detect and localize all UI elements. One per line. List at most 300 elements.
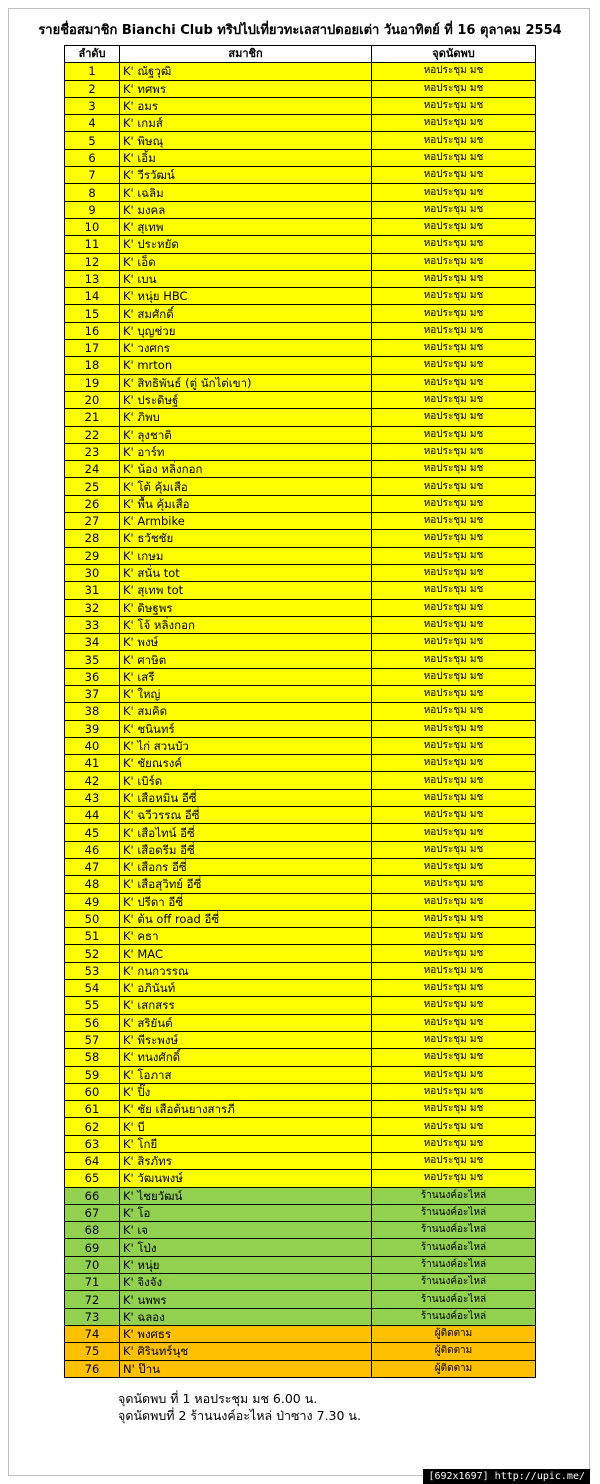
table-row <box>65 582 536 599</box>
meeting-point: หอประชุม มช <box>372 1153 536 1170</box>
table-row <box>65 495 536 512</box>
member-name: K' สิทธิพันธ์ (ตู่ นักไต่เขา) <box>120 374 372 391</box>
meeting-point: หอประชุม มช <box>372 132 536 149</box>
row-number: 51 <box>65 928 120 945</box>
table-row <box>65 1187 536 1204</box>
table-row <box>65 184 536 201</box>
row-number: 8 <box>65 184 120 201</box>
table-row <box>65 876 536 893</box>
member-name: K' ชัยณรงค์ <box>120 755 372 772</box>
table-row <box>65 253 536 270</box>
meeting-point: หอประชุม มช <box>372 478 536 495</box>
meeting-point: หอประชุม มช <box>372 1118 536 1135</box>
row-number: 59 <box>65 1066 120 1083</box>
member-name: K' ดิษฐพร <box>120 599 372 616</box>
table-row <box>65 962 536 979</box>
table-row <box>65 461 536 478</box>
meeting-point: หอประชุม มช <box>372 374 536 391</box>
row-number: 42 <box>65 772 120 789</box>
meeting-point: หอประชุม มช <box>372 1170 536 1187</box>
row-number: 54 <box>65 980 120 997</box>
meeting-point: หอประชุม มช <box>372 772 536 789</box>
row-number: 9 <box>65 201 120 218</box>
meeting-point: หอประชุม มช <box>372 409 536 426</box>
member-name: K' ปิ๊ง <box>120 1083 372 1100</box>
member-name: K' เฉลิม <box>120 184 372 201</box>
table-row <box>65 132 536 149</box>
table-row <box>65 530 536 547</box>
row-number: 67 <box>65 1204 120 1221</box>
table-row <box>65 1135 536 1152</box>
meeting-point: หอประชุม มช <box>372 167 536 184</box>
meeting-point: หอประชุม มช <box>372 97 536 114</box>
table-row <box>65 426 536 443</box>
table-row <box>65 928 536 945</box>
member-name: K' วงศกร <box>120 340 372 357</box>
meeting-point: หอประชุม มช <box>372 841 536 858</box>
table-row <box>65 807 536 824</box>
row-number: 63 <box>65 1135 120 1152</box>
meeting-point: หอประชุม มช <box>372 807 536 824</box>
member-name: K' ประหยัด <box>120 236 372 253</box>
row-number: 2 <box>65 80 120 97</box>
table-row <box>65 374 536 391</box>
row-number: 26 <box>65 495 120 512</box>
member-name: K' เสรี <box>120 668 372 685</box>
row-number: 56 <box>65 1014 120 1031</box>
watermark: [692x1697] http://upic.me/ <box>423 1469 590 1484</box>
meeting-point: หอประชุม มช <box>372 824 536 841</box>
row-number: 50 <box>65 910 120 927</box>
meeting-point: ผู้ติดตาม <box>372 1325 536 1342</box>
table-row <box>65 858 536 875</box>
table-row <box>65 357 536 374</box>
row-number: 10 <box>65 218 120 235</box>
meeting-point: หอประชุม มช <box>372 599 536 616</box>
row-number: 33 <box>65 616 120 633</box>
member-name: K' โจ้ หลิ่งกอก <box>120 616 372 633</box>
table-row <box>65 1083 536 1100</box>
meeting-point: หอประชุม มช <box>372 530 536 547</box>
member-name: K' สุเทพ <box>120 218 372 235</box>
member-name: K' สิรภัทร <box>120 1153 372 1170</box>
table-row <box>65 322 536 339</box>
row-number: 73 <box>65 1308 120 1325</box>
row-number: 28 <box>65 530 120 547</box>
member-name: K' ธวัชชัย <box>120 530 372 547</box>
meeting-point: หอประชุม มช <box>372 1014 536 1031</box>
row-number: 14 <box>65 288 120 305</box>
row-number: 13 <box>65 270 120 287</box>
row-number: 36 <box>65 668 120 685</box>
row-number: 16 <box>65 322 120 339</box>
table-row <box>65 1256 536 1273</box>
member-name: K' mrton <box>120 357 372 374</box>
table-row <box>65 80 536 97</box>
member-name: K' นพพร <box>120 1291 372 1308</box>
meeting-point: หอประชุม มช <box>372 236 536 253</box>
table-row <box>65 1031 536 1048</box>
table-row <box>65 1343 536 1360</box>
member-name: K' โป่ง <box>120 1239 372 1256</box>
note-line: จุดนัดพบที่ 2 ร้านนงค์อะไหล่ ป่าซาง 7.30 น. <box>118 1408 361 1423</box>
meeting-point: ร้านนงค์อะไหล่ <box>372 1204 536 1221</box>
member-name: K' สนั่น tot <box>120 564 372 581</box>
table-row <box>65 1308 536 1325</box>
meeting-point: หอประชุม มช <box>372 495 536 512</box>
table-row <box>65 1239 536 1256</box>
table-row <box>65 1101 536 1118</box>
row-number: 31 <box>65 582 120 599</box>
member-name: K' ศิรินทร์นุช <box>120 1343 372 1360</box>
table-row <box>65 599 536 616</box>
member-name: K' ต้น off road อีซี่ <box>120 910 372 927</box>
row-number: 46 <box>65 841 120 858</box>
table-row <box>65 1170 536 1187</box>
row-number: 74 <box>65 1325 120 1342</box>
member-name: K' บี <box>120 1118 372 1135</box>
meeting-point: หอประชุม มช <box>372 737 536 754</box>
row-number: 43 <box>65 789 120 806</box>
table-row <box>65 668 536 685</box>
row-number: 48 <box>65 876 120 893</box>
row-number: 39 <box>65 720 120 737</box>
table-row <box>65 1014 536 1031</box>
member-name: K' เอ็ด <box>120 253 372 270</box>
row-number: 19 <box>65 374 120 391</box>
member-name: K' อภินันท์ <box>120 980 372 997</box>
member-name: K' ฉวีวรรณ อีซี่ <box>120 807 372 824</box>
row-number: 15 <box>65 305 120 322</box>
member-name: K' น้อง หลิ่งกอก <box>120 461 372 478</box>
meeting-point: หอประชุม มช <box>372 634 536 651</box>
meeting-point: ผู้ติดตาม <box>372 1360 536 1377</box>
row-number: 22 <box>65 426 120 443</box>
row-number: 21 <box>65 409 120 426</box>
table-row <box>65 841 536 858</box>
table-row <box>65 997 536 1014</box>
member-name: K' ฉลอง <box>120 1308 372 1325</box>
meeting-point: หอประชุม มช <box>372 582 536 599</box>
member-name: K' เสือกร อีซี่ <box>120 858 372 875</box>
table-row <box>65 409 536 426</box>
meeting-point: หอประชุม มช <box>372 357 536 374</box>
table-row <box>65 513 536 530</box>
member-name: K' เสือไทน์ อีซี่ <box>120 824 372 841</box>
member-name: K' วีรวัฒน์ <box>120 167 372 184</box>
row-number: 4 <box>65 115 120 132</box>
meeting-point: หอประชุม มช <box>372 945 536 962</box>
header-member: สมาชิก <box>120 46 372 63</box>
row-number: 60 <box>65 1083 120 1100</box>
row-number: 35 <box>65 651 120 668</box>
row-number: 53 <box>65 962 120 979</box>
member-name: K' เอิ้ม <box>120 149 372 166</box>
meeting-point: หอประชุม มช <box>372 564 536 581</box>
member-name: K' จิงจัง <box>120 1274 372 1291</box>
member-name: K' เสือหมิน อีซี่ <box>120 789 372 806</box>
row-number: 12 <box>65 253 120 270</box>
member-name: K' เกษม <box>120 547 372 564</box>
meeting-point: หอประชุม มช <box>372 962 536 979</box>
table-row <box>65 1274 536 1291</box>
member-name: K' เจ <box>120 1222 372 1239</box>
meeting-point: หอประชุม มช <box>372 1049 536 1066</box>
member-name: K' สริยันต์ <box>120 1014 372 1031</box>
member-name: K' เกมส์ <box>120 115 372 132</box>
header-number: ลำดับ <box>65 46 120 63</box>
row-number: 24 <box>65 461 120 478</box>
row-number: 55 <box>65 997 120 1014</box>
row-number: 38 <box>65 703 120 720</box>
row-number: 40 <box>65 737 120 754</box>
meeting-point: หอประชุม มช <box>372 755 536 772</box>
meeting-point: หอประชุม มช <box>372 1101 536 1118</box>
meeting-point: ร้านนงค์อะไหล่ <box>372 1222 536 1239</box>
meeting-point: หอประชุม มช <box>372 980 536 997</box>
meeting-point: หอประชุม มช <box>372 115 536 132</box>
member-name: K' หนุ่ย HBC <box>120 288 372 305</box>
member-name: K' กนกวรรณ <box>120 962 372 979</box>
header-meeting-point: จุดนัดพบ <box>372 46 536 63</box>
member-name: K' สมศักดิ์ <box>120 305 372 322</box>
member-name: K' โอ <box>120 1204 372 1221</box>
member-name: K' เสกสรร <box>120 997 372 1014</box>
meeting-point: หอประชุม มช <box>372 288 536 305</box>
member-name: K' คธา <box>120 928 372 945</box>
meeting-point: หอประชุม มช <box>372 513 536 530</box>
member-name: K' หนุ่ย <box>120 1256 372 1273</box>
row-number: 37 <box>65 685 120 702</box>
table-row <box>65 824 536 841</box>
meeting-point: ร้านนงค์อะไหล่ <box>372 1274 536 1291</box>
meeting-point: หอประชุม มช <box>372 1083 536 1100</box>
table-row <box>65 737 536 754</box>
member-name: K' ปรีดา อีซี่ <box>120 893 372 910</box>
row-number: 72 <box>65 1291 120 1308</box>
meeting-point: หอประชุม มช <box>372 391 536 408</box>
table-row <box>65 616 536 633</box>
row-number: 18 <box>65 357 120 374</box>
row-number: 27 <box>65 513 120 530</box>
meeting-point: หอประชุม มช <box>372 1031 536 1048</box>
meeting-point: หอประชุม มช <box>372 270 536 287</box>
table-row <box>65 1153 536 1170</box>
member-name: K' มงคล <box>120 201 372 218</box>
table-row <box>65 443 536 460</box>
table-row <box>65 893 536 910</box>
row-number: 41 <box>65 755 120 772</box>
member-name: K' ทศพร <box>120 80 372 97</box>
member-name: K' ณัฐวุฒิ <box>120 63 372 80</box>
row-number: 29 <box>65 547 120 564</box>
meeting-point: หอประชุม มช <box>372 651 536 668</box>
member-name: K' อมร <box>120 97 372 114</box>
member-name: K' สุเทพ tot <box>120 582 372 599</box>
row-number: 70 <box>65 1256 120 1273</box>
member-name: K' บุญช่วย <box>120 322 372 339</box>
table-row <box>65 270 536 287</box>
table-row <box>65 720 536 737</box>
member-name: K' ชัย เสือต้นยางสารภี <box>120 1101 372 1118</box>
member-name: K' ใหญ่ <box>120 685 372 702</box>
meeting-point: ร้านนงค์อะไหล่ <box>372 1256 536 1273</box>
table-row <box>65 218 536 235</box>
meeting-point: หอประชุม มช <box>372 149 536 166</box>
member-name: K' พงศธร <box>120 1325 372 1342</box>
meeting-point: หอประชุม มช <box>372 668 536 685</box>
table-row <box>65 1066 536 1083</box>
table-row <box>65 167 536 184</box>
table-row <box>65 1118 536 1135</box>
members-table <box>64 45 536 1378</box>
meeting-notes <box>118 1390 361 1424</box>
page-title: รายชื่อสมาชิก Bianchi Club ทริปไปเที่ยวทะเลสาปดอยเต่า วันอาทิตย์ ที่ 16 ตุลาคม 2554 <box>38 23 562 38</box>
row-number: 57 <box>65 1031 120 1048</box>
table-row <box>65 288 536 305</box>
table-row <box>65 910 536 927</box>
meeting-point: หอประชุม มช <box>372 443 536 460</box>
meeting-point: หอประชุม มช <box>372 1135 536 1152</box>
row-number: 45 <box>65 824 120 841</box>
table-row <box>65 305 536 322</box>
member-name: K' พิษณุ <box>120 132 372 149</box>
row-number: 65 <box>65 1170 120 1187</box>
meeting-point: หอประชุม มช <box>372 305 536 322</box>
row-number: 69 <box>65 1239 120 1256</box>
row-number: 25 <box>65 478 120 495</box>
row-number: 7 <box>65 167 120 184</box>
member-name: K' ไชยวัฒน์ <box>120 1187 372 1204</box>
member-name: K' ชนินทร์ <box>120 720 372 737</box>
table-row <box>65 63 536 80</box>
member-name: N' ป๊าน <box>120 1360 372 1377</box>
meeting-point: หอประชุม มช <box>372 201 536 218</box>
meeting-point: หอประชุม มช <box>372 80 536 97</box>
table-row <box>65 547 536 564</box>
meeting-point: หอประชุม มช <box>372 461 536 478</box>
row-number: 66 <box>65 1187 120 1204</box>
row-number: 32 <box>65 599 120 616</box>
row-number: 1 <box>65 63 120 80</box>
table-row <box>65 945 536 962</box>
meeting-point: ร้านนงค์อะไหล่ <box>372 1239 536 1256</box>
table-row <box>65 97 536 114</box>
row-number: 49 <box>65 893 120 910</box>
member-name: K' พื้น คุ้มเสือ <box>120 495 372 512</box>
member-name: K' Armbike <box>120 513 372 530</box>
table-row <box>65 201 536 218</box>
row-number: 71 <box>65 1274 120 1291</box>
meeting-point: ร้านนงค์อะไหล่ <box>372 1187 536 1204</box>
member-name: K' ไก่ สวนบัว <box>120 737 372 754</box>
note-line: จุดนัดพบ ที่ 1 หอประชุม มช 6.00 น. <box>118 1391 318 1406</box>
table-row <box>65 1360 536 1377</box>
meeting-point: หอประชุม มช <box>372 685 536 702</box>
row-number: 30 <box>65 564 120 581</box>
row-number: 47 <box>65 858 120 875</box>
member-name: K' ลุงชาติ <box>120 426 372 443</box>
row-number: 3 <box>65 97 120 114</box>
member-name: K' ประดิษฐ์ <box>120 391 372 408</box>
table-row <box>65 651 536 668</box>
meeting-point: หอประชุม มช <box>372 426 536 443</box>
table-header-row <box>65 46 536 63</box>
member-name: K' พีระพงษ์ <box>120 1031 372 1048</box>
table-row <box>65 391 536 408</box>
meeting-point: ร้านนงค์อะไหล่ <box>372 1308 536 1325</box>
table-row <box>65 634 536 651</box>
meeting-point: หอประชุม มช <box>372 893 536 910</box>
row-number: 62 <box>65 1118 120 1135</box>
meeting-point: หอประชุม มช <box>372 616 536 633</box>
table-row <box>65 1291 536 1308</box>
row-number: 34 <box>65 634 120 651</box>
table-row <box>65 772 536 789</box>
meeting-point: ผู้ติดตาม <box>372 1343 536 1360</box>
table-row <box>65 115 536 132</box>
member-name: K' เบิร์ด <box>120 772 372 789</box>
row-number: 64 <box>65 1153 120 1170</box>
table-row <box>65 755 536 772</box>
table-row <box>65 789 536 806</box>
meeting-point: ร้านนงค์อะไหล่ <box>372 1291 536 1308</box>
table-row <box>65 1325 536 1342</box>
table-body <box>65 63 536 1378</box>
row-number: 23 <box>65 443 120 460</box>
meeting-point: หอประชุม มช <box>372 703 536 720</box>
member-name: K' ภิพบ <box>120 409 372 426</box>
meeting-point: หอประชุม มช <box>372 63 536 80</box>
meeting-point: หอประชุม มช <box>372 340 536 357</box>
table-row <box>65 980 536 997</box>
meeting-point: หอประชุม มช <box>372 547 536 564</box>
meeting-point: หอประชุม มช <box>372 184 536 201</box>
member-name: K' โต้ คุ้มเสือ <box>120 478 372 495</box>
meeting-point: หอประชุม มช <box>372 858 536 875</box>
row-number: 11 <box>65 236 120 253</box>
meeting-point: หอประชุม มช <box>372 876 536 893</box>
meeting-point: หอประชุม มช <box>372 720 536 737</box>
meeting-point: หอประชุม มช <box>372 253 536 270</box>
meeting-point: หอประชุม มช <box>372 997 536 1014</box>
table-row <box>65 1204 536 1221</box>
row-number: 6 <box>65 149 120 166</box>
table-row <box>65 478 536 495</box>
row-number: 44 <box>65 807 120 824</box>
member-name: K' MAC <box>120 945 372 962</box>
row-number: 61 <box>65 1101 120 1118</box>
table-row <box>65 149 536 166</box>
member-name: K' เสือสุวิทย์ อีซี่ <box>120 876 372 893</box>
table-row <box>65 340 536 357</box>
row-number: 5 <box>65 132 120 149</box>
row-number: 20 <box>65 391 120 408</box>
table-row <box>65 685 536 702</box>
row-number: 52 <box>65 945 120 962</box>
meeting-point: หอประชุม มช <box>372 789 536 806</box>
member-name: K' อาร์ท <box>120 443 372 460</box>
meeting-point: หอประชุม มช <box>372 218 536 235</box>
row-number: 68 <box>65 1222 120 1239</box>
member-name: K' ศาษิต <box>120 651 372 668</box>
meeting-point: หอประชุม มช <box>372 910 536 927</box>
member-name: K' สมคิด <box>120 703 372 720</box>
member-name: K' เบน <box>120 270 372 287</box>
row-number: 76 <box>65 1360 120 1377</box>
meeting-point: หอประชุม มช <box>372 1066 536 1083</box>
table-row <box>65 236 536 253</box>
